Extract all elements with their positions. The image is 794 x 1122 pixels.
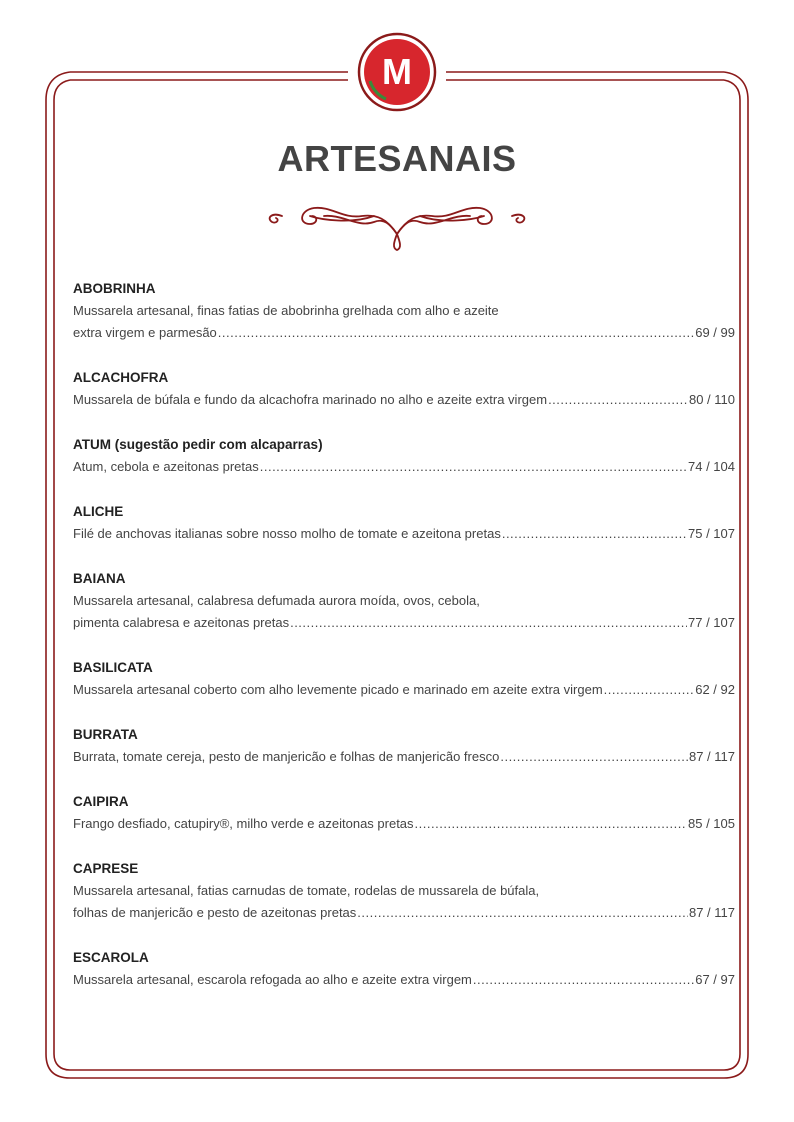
- menu-item: [73, 657, 735, 701]
- item-price-row: [73, 523, 735, 545]
- page-title: ARTESANAIS: [277, 138, 517, 179]
- menu-list: [73, 278, 735, 1014]
- item-name: BASILICATA: [73, 660, 153, 675]
- menu-item: [73, 434, 735, 478]
- item-price: 75 / 107: [688, 526, 735, 541]
- item-description: Mussarela de búfala e fundo da alcachofra marinado no alho e azeite extra virgem: [73, 392, 548, 407]
- menu-item: [73, 791, 735, 835]
- item-price: 67 / 97: [695, 972, 735, 987]
- dot-leader: [473, 969, 694, 991]
- item-price-row: [73, 969, 735, 991]
- menu-item: [73, 367, 735, 411]
- item-name: ESCAROLA: [73, 950, 149, 965]
- item-price-row: [73, 612, 735, 634]
- dot-leader: [260, 456, 687, 478]
- menu-item: [73, 568, 735, 634]
- dot-leader: [218, 322, 694, 344]
- item-name: ATUM (sugestão pedir com alcaparras): [73, 437, 323, 452]
- logo-letter: M: [382, 51, 412, 92]
- item-description-line: Mussarela artesanal, finas fatias de abobrinha grelhada com alho e azeite: [73, 303, 499, 318]
- dot-leader: [502, 523, 687, 545]
- logo: [356, 31, 438, 113]
- item-price: 85 / 105: [688, 816, 735, 831]
- item-description: Mussarela artesanal, escarola refogada ao alho e azeite extra virgem: [73, 972, 472, 987]
- item-price-row: [73, 813, 735, 835]
- item-description: Filé de anchovas italianas sobre nosso molho de tomate e azeitona pretas: [73, 526, 501, 541]
- menu-item: [73, 947, 735, 991]
- item-description: Burrata, tomate cereja, pesto de manjericão e folhas de manjericão fresco: [73, 749, 500, 764]
- item-price: 80 / 110: [688, 392, 735, 407]
- item-name: BAIANA: [73, 571, 126, 586]
- item-price-row: [73, 456, 735, 478]
- item-price: 77 / 107: [688, 615, 735, 630]
- item-description-line: Mussarela artesanal, calabresa defumada aurora moída, ovos, cebola,: [73, 593, 480, 608]
- dot-leader: [290, 612, 687, 634]
- item-description: Atum, cebola e azeitonas pretas: [73, 459, 259, 474]
- dot-leader: [548, 389, 688, 411]
- item-price-row: [73, 746, 735, 768]
- dot-leader: [500, 746, 688, 768]
- item-description: Mussarela artesanal coberto com alho levemente picado e marinado em azeite extra virgem: [73, 682, 603, 697]
- item-description: Frango desfiado, catupiry®, milho verde e azeitonas pretas: [73, 816, 414, 831]
- item-description: folhas de manjericão e pesto de azeitonas pretas: [73, 905, 357, 920]
- dot-leader: [415, 813, 687, 835]
- item-name: ABOBRINHA: [73, 281, 156, 296]
- item-name: ALCACHOFRA: [73, 370, 169, 385]
- item-name: CAPRESE: [73, 861, 139, 876]
- menu-item: [73, 278, 735, 344]
- item-description: extra virgem e parmesão: [73, 325, 217, 340]
- item-price-row: [73, 902, 735, 924]
- item-description-line: Mussarela artesanal, fatias carnudas de tomate, rodelas de mussarela de búfala,: [73, 883, 540, 898]
- item-name: BURRATA: [73, 727, 138, 742]
- item-name: CAIPIRA: [73, 794, 129, 809]
- menu-item: [73, 724, 735, 768]
- item-price-row: [73, 322, 735, 344]
- item-price-row: [73, 679, 735, 701]
- dot-leader: [604, 679, 695, 701]
- flourish-ornament: [262, 194, 532, 254]
- item-price: 87 / 117: [688, 905, 735, 920]
- item-price: 74 / 104: [688, 459, 735, 474]
- dot-leader: [357, 902, 688, 924]
- item-name: ALICHE: [73, 504, 124, 519]
- menu-item: [73, 501, 735, 545]
- item-price: 87 / 117: [688, 749, 735, 764]
- item-price: 62 / 92: [695, 682, 735, 697]
- item-description: pimenta calabresa e azeitonas pretas: [73, 615, 290, 630]
- item-price-row: [73, 389, 735, 411]
- item-price: 69 / 99: [695, 325, 735, 340]
- menu-item: [73, 858, 735, 924]
